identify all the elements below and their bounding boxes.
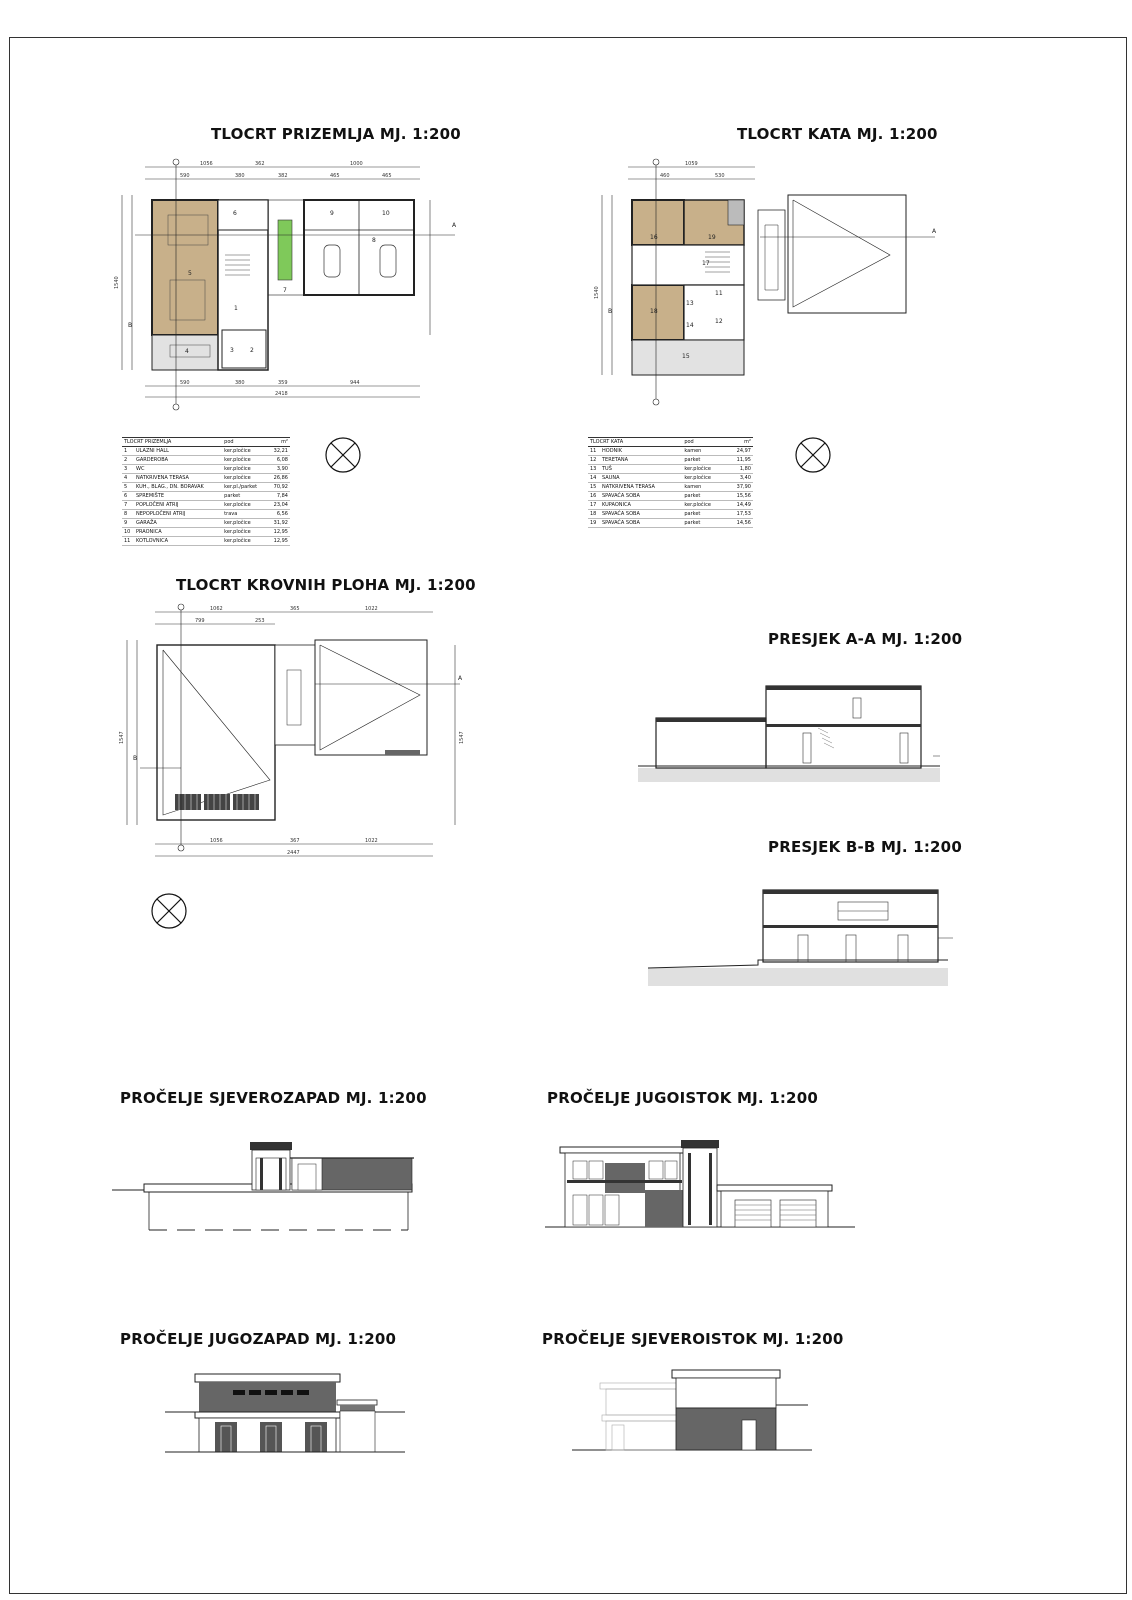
svg-text:380: 380 (235, 380, 245, 386)
svg-text:1059: 1059 (685, 161, 698, 167)
floor-finish: ker.pločice (222, 456, 267, 465)
svg-text:1547: 1547 (459, 731, 465, 744)
ground-floor-room-table: TLOCRT PRIZEMLJA pod m² 1 ULAZNI HALL ker.pločice 32,21 2 GARDEROBA ker.pločice 6,08 3 WC ker.pločice 3,90 4 NATKRIVENA TERASA ker.pločice 26,86 5 KUH., BLAG., DN. BORAVAK ker.pl./parket 70,92 6 SPREMIŠTE parket 7,84 7 POPLOČENI ATRIJ ker.pločice 23,04 8 NEPOPLOČENI ATRIJ trava 6,56 9 GARAŽA ker.pločice 31,92 10 PRAONICA ker.pločice 12,95 11 KOTLOVNICA ker.pločice 12,95 (124, 439, 288, 544)
svg-text:15: 15 (682, 353, 690, 360)
elevation-southeast-drawing (545, 1135, 855, 1235)
room-area: 37,90 (727, 483, 754, 492)
floor-finish: ker.pločice (222, 537, 267, 546)
table-row (122, 483, 290, 492)
svg-text:14: 14 (686, 322, 694, 329)
svg-text:13: 13 (686, 300, 694, 307)
table-row (122, 528, 290, 537)
svg-text:A: A (458, 675, 463, 682)
svg-text:799: 799 (195, 618, 205, 624)
room-name: TERETANA (600, 456, 682, 465)
svg-text:1: 1 (234, 305, 238, 312)
svg-text:3: 3 (230, 347, 234, 354)
room-number: 3 (122, 465, 134, 474)
section-aa-title: PRESJEK A-A MJ. 1:200 (768, 630, 963, 648)
table-row (588, 474, 753, 483)
floor-finish: parket (682, 510, 726, 519)
room-name: SPREMIŠTE (134, 492, 222, 501)
svg-text:465: 465 (382, 173, 392, 179)
room-name: KUPAONICA (600, 501, 682, 510)
room-number: 6 (122, 492, 134, 501)
svg-text:944: 944 (350, 380, 360, 386)
floor-finish: parket (222, 492, 267, 501)
svg-text:B: B (133, 755, 138, 762)
section-marker-b: B (128, 322, 133, 329)
room-area: 11,95 (727, 456, 754, 465)
roof-plan (115, 600, 475, 865)
svg-text:359: 359 (278, 380, 288, 386)
room-number: 5 (122, 483, 134, 492)
room-name: WC (134, 465, 222, 474)
upper-floor-plan (590, 155, 960, 415)
floor-finish: ker.pl./parket (222, 483, 267, 492)
ground-floor-plan (110, 155, 457, 415)
room-area: 70,92 (267, 483, 290, 492)
room-number: 13 (588, 465, 600, 474)
elevation-sw-title: PROČELJE JUGOZAPAD MJ. 1:200 (120, 1330, 397, 1348)
floor-finish: ker.pločice (682, 474, 726, 483)
room-number: 1 (122, 447, 134, 456)
room-name: KUH., BLAG., DN. BORAVAK (134, 483, 222, 492)
svg-text:1022: 1022 (365, 606, 378, 612)
room-area: 14,49 (727, 501, 754, 510)
elevation-northwest-drawing (112, 1140, 422, 1235)
room-label: 5 (188, 270, 192, 277)
room-area: 3,90 (267, 465, 290, 474)
floor-finish: ker.pločice (222, 474, 267, 483)
floor-finish: ker.pločice (682, 465, 726, 474)
svg-text:A: A (932, 228, 937, 235)
room-area: 24,97 (727, 447, 754, 456)
svg-text:18: 18 (650, 308, 658, 315)
table-row (588, 501, 753, 510)
room-name: POPLOČENI ATRIJ (134, 501, 222, 510)
svg-text:367: 367 (290, 838, 300, 844)
table-row (122, 456, 290, 465)
room-number: 8 (122, 510, 134, 519)
room-number: 4 (122, 474, 134, 483)
room-number: 14 (588, 474, 600, 483)
svg-text:B: B (608, 308, 613, 315)
roof-plan-title: TLOCRT KROVNIH PLOHA MJ. 1:200 (176, 576, 476, 594)
table-row (122, 474, 290, 483)
north-arrow-icon (324, 436, 362, 474)
floor-finish: parket (682, 492, 726, 501)
svg-text:1540: 1540 (114, 276, 120, 289)
elevation-nw-title: PROČELJE SJEVEROZAPAD MJ. 1:200 (120, 1089, 427, 1107)
elevation-se-title: PROČELJE JUGOISTOK MJ. 1:200 (547, 1089, 818, 1107)
section-bb-title: PRESJEK B-B MJ. 1:200 (768, 838, 962, 856)
north-arrow-icon (150, 892, 188, 930)
ground-floor-title: TLOCRT PRIZEMLJA MJ. 1:200 (211, 125, 461, 143)
upper-floor-title: TLOCRT KATA MJ. 1:200 (737, 125, 938, 143)
room-name: NATKRIVENA TERASA (134, 474, 222, 483)
room-name: SPAVAĆA SOBA (600, 492, 682, 501)
room-name: ULAZNI HALL (134, 447, 222, 456)
room-name: NATKRIVENA TERASA (600, 483, 682, 492)
room-name: SPAVAĆA SOBA (600, 510, 682, 519)
room-number: 2 (122, 456, 134, 465)
svg-text:1056: 1056 (210, 838, 223, 844)
section-bb-drawing (648, 880, 953, 990)
room-area: 17,53 (727, 510, 754, 519)
floor-finish: ker.pločice (222, 501, 267, 510)
room-number: 10 (122, 528, 134, 537)
table-row (122, 447, 290, 456)
elevation-northeast-drawing (572, 1365, 812, 1460)
room-area: 14,56 (727, 519, 754, 528)
room-name: HODNIK (600, 447, 682, 456)
svg-text:590: 590 (180, 380, 190, 386)
table-row (588, 483, 753, 492)
svg-text:9: 9 (330, 210, 334, 217)
svg-text:4: 4 (185, 348, 189, 355)
table-row (588, 510, 753, 519)
room-name: NEPOPLOČENI ATRIJ (134, 510, 222, 519)
svg-text:2: 2 (250, 347, 254, 354)
table-row (588, 447, 753, 456)
room-number: 9 (122, 519, 134, 528)
svg-text:380: 380 (235, 173, 245, 179)
room-number: 7 (122, 501, 134, 510)
svg-text:10: 10 (382, 210, 390, 217)
elevation-ne-title: PROČELJE SJEVEROISTOK MJ. 1:200 (542, 1330, 844, 1348)
room-area: 6,08 (267, 456, 290, 465)
floor-finish: kamen (682, 483, 726, 492)
svg-text:7: 7 (283, 287, 287, 294)
dim-total: 2418 (275, 391, 288, 397)
table-row (122, 519, 290, 528)
floor-finish: ker.pločice (222, 465, 267, 474)
room-number: 17 (588, 501, 600, 510)
floor-finish: ker.pločice (222, 528, 267, 537)
section-marker-a: A (452, 222, 457, 229)
table-row (122, 465, 290, 474)
table-row (588, 456, 753, 465)
table-row (588, 519, 753, 528)
room-name: KOTLOVNICA (134, 537, 222, 546)
room-number: 18 (588, 510, 600, 519)
table-row (122, 510, 290, 519)
floor-finish: ker.pločice (222, 519, 267, 528)
room-name: TUŠ (600, 465, 682, 474)
svg-text:590: 590 (180, 173, 190, 179)
svg-text:12: 12 (715, 318, 723, 325)
room-number: 12 (588, 456, 600, 465)
svg-text:1062: 1062 (210, 606, 223, 612)
dim-top-3: 1000 (350, 161, 363, 167)
room-number: 19 (588, 519, 600, 528)
floor-finish: ker.pločice (682, 501, 726, 510)
svg-text:6: 6 (233, 210, 237, 217)
dim-top-2: 362 (255, 161, 265, 167)
room-name: GARDEROBA (134, 456, 222, 465)
room-area: 31,92 (267, 519, 290, 528)
table-row (122, 537, 290, 546)
north-arrow-icon (794, 436, 832, 474)
table-row (588, 465, 753, 474)
room-area: 1,80 (727, 465, 754, 474)
room-area: 7,84 (267, 492, 290, 501)
room-number: 11 (122, 537, 134, 546)
room-number: 16 (588, 492, 600, 501)
table-row (122, 492, 290, 501)
room-name: PRAONICA (134, 528, 222, 537)
svg-text:530: 530 (715, 173, 725, 179)
svg-text:2447: 2447 (287, 850, 300, 856)
room-number: 11 (588, 447, 600, 456)
room-number: 15 (588, 483, 600, 492)
svg-text:460: 460 (660, 173, 670, 179)
svg-text:253: 253 (255, 618, 265, 624)
svg-text:365: 365 (290, 606, 300, 612)
room-area: 26,86 (267, 474, 290, 483)
svg-text:382: 382 (278, 173, 288, 179)
room-name: SPAVAĆA SOBA (600, 519, 682, 528)
svg-text:8: 8 (372, 237, 376, 244)
table-row (122, 501, 290, 510)
room-area: 6,56 (267, 510, 290, 519)
room-name: GARAŽA (134, 519, 222, 528)
table-row (588, 492, 753, 501)
svg-text:1022: 1022 (365, 838, 378, 844)
room-area: 32,21 (267, 447, 290, 456)
section-aa-drawing (638, 678, 948, 788)
floor-finish: trava (222, 510, 267, 519)
svg-text:11: 11 (715, 290, 723, 297)
floor-finish: parket (682, 519, 726, 528)
floor-finish: kamen (682, 447, 726, 456)
elevation-southwest-drawing (165, 1370, 405, 1460)
room-area: 12,95 (267, 537, 290, 546)
floor-finish: ker.pločice (222, 447, 267, 456)
svg-text:17: 17 (702, 260, 710, 267)
room-area: 23,04 (267, 501, 290, 510)
room-area: 3,40 (727, 474, 754, 483)
room-area: 12,95 (267, 528, 290, 537)
dim-top-1: 1056 (200, 161, 213, 167)
svg-text:465: 465 (330, 173, 340, 179)
svg-text:19: 19 (708, 234, 716, 241)
room-name: SAUNA (600, 474, 682, 483)
svg-text:16: 16 (650, 234, 658, 241)
upper-floor-room-table: TLOCRT KATA pod m² 11 HODNIK kamen 24,97 12 TERETANA parket 11,95 13 TUŠ ker.pločice 1,80 14 SAUNA ker.pločice 3,40 15 NATKRIVENA TERASA kamen 37,90 16 SPAVAĆA SOBA parket 15,56 17 KUPAONICA ker.pločice 14,49 18 SPAVAĆA SOBA parket 17,53 19 SPAVAĆA SOBA parket 14,56 (590, 439, 751, 526)
svg-text:1547: 1547 (119, 731, 125, 744)
floor-finish: parket (682, 456, 726, 465)
room-area: 15,56 (727, 492, 754, 501)
svg-text:1540: 1540 (594, 286, 600, 299)
